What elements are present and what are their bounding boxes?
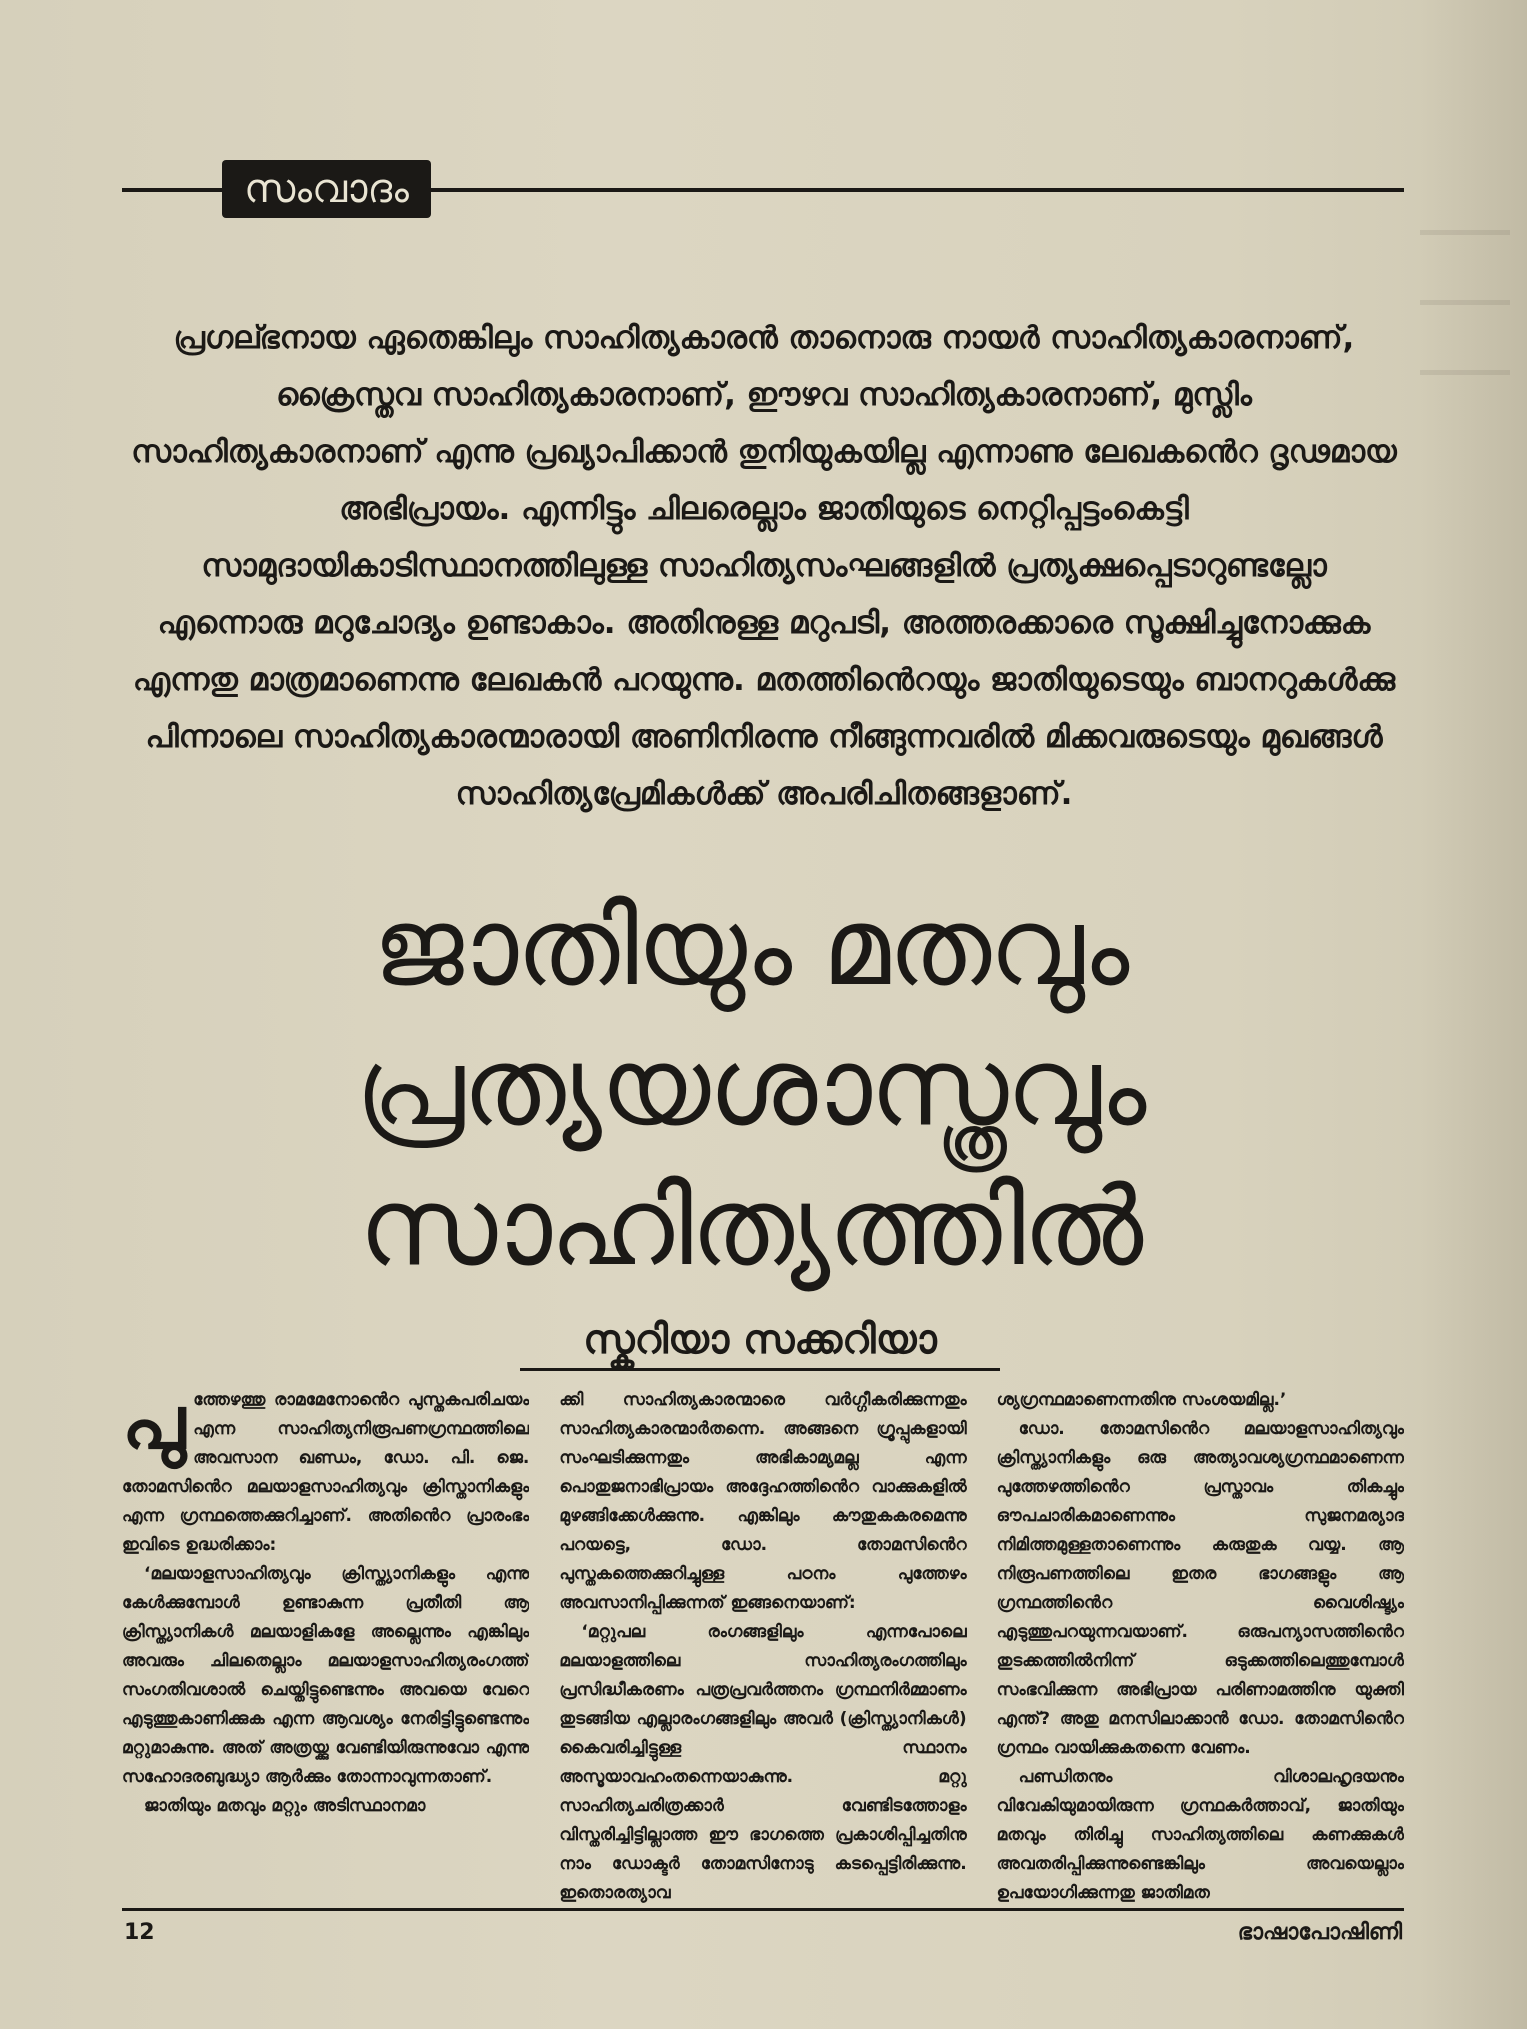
paragraph: ഡോ. തോമസിൻെറ മലയാളസാഹിത്യവും ക്രിസ്ത്യാനികളും ഒരു അത്യാവശ്യഗ്രന്ഥമാണെന്ന പുത്തേഴത്തിൻെറ പ്രസ്താവം തികച്ചും ഔപചാരികമാണെന്നും സുജനമര്യാദ നിമിത്തമുള്ളതാണെന്നും കരുതുക വയ്യ. ആ നിരൂപണത്തിലെ ഇതര ഭാഗങ്ങളും ആ ഗ്രന്ഥത്തിൻെറ വൈശിഷ്ട്യം എടുത്തുപറയുന്നവയാണ്. ഒരുപന്യാസത്തിൻെറ തുടക്കത്തിൽനിന്ന് ഒടുക്കത്തിലെത്തുമ്പോൾ സംഭവിക്കുന്ന അഭിപ്രായ പരിണാമത്തിനു യുക്തി എന്ത്? അതു മനസിലാക്കാൻ ഡോ. തോമസിൻെറ ഗ്രന്ഥം വായിക്കുകതന്നെ വേണം.	[996, 1419, 1404, 1758]
paragraph: പുത്തേഴത്തു രാമമേനോൻെറ പുസ്തകപരിചയം എന്ന സാഹിത്യനിരൂപണഗ്രന്ഥത്തിലെ അവസാന ഖണ്ഡം, ഡോ. പി. ജെ. തോമസിൻെറ മലയാളസാഹിത്യവും ക്രിസ്താനികളും എന്ന ഗ്രന്ഥത്തെക്കുറിച്ചാണ്. അതിൻെറ പ്രാരംഭം ഇവിടെ ഉദ്ധരിക്കാം:	[122, 1386, 530, 1555]
title-line-3: സാഹിത്യത്തിൽ	[358, 1165, 1142, 1290]
column-2	[559, 1386, 966, 1906]
bleed-through	[1420, 230, 1510, 235]
column-1	[122, 1386, 529, 1906]
paragraph: ‘മലയാളസാഹിത്യവും ക്രിസ്ത്യാനികളും എന്നു കേൾക്കുമ്പോൾ ഉണ്ടാകുന്ന പ്രതീതി ആ ക്രിസ്ത്യാനികൾ മലയാളികളേ അല്ലെന്നും എങ്കിലും അവരും ചിലതെല്ലാം മലയാളസാഹിത്യരംഗത്ത് സംഗതിവശാൽ ചെയ്തിട്ടുണ്ടെന്നും അവയെ വേറെ എടുത്തുകാണിക്കുക എന്ന ആവശ്യം നേരിട്ടിട്ടുണ്ടെന്നും മറ്റുമാകുന്നു. അത് അത്രയ്ക്കു വേണ്ടിയിരുന്നുവോ എന്നു സഹോദരബുദ്ധ്യാ ആർക്കും തോന്നാവുന്നതാണ്.	[122, 1564, 530, 1787]
column-3	[997, 1386, 1404, 1906]
article-body	[122, 1386, 1404, 1906]
article-title	[150, 878, 1350, 1298]
drop-cap: പു	[122, 1386, 186, 1466]
author-byline: സ്കറിയാ സക്കറിയാ	[520, 1312, 1000, 1371]
title-line-2: പ്രത്യയശാസ്ത്രവും	[355, 1025, 1145, 1150]
page-number: 12	[124, 1920, 155, 1945]
paragraph: ശ്യഗ്രന്ഥമാണെന്നതിനു സംശയമില്ല.’	[996, 1390, 1287, 1410]
magazine-name: ഭാഷാപോഷിണി	[1237, 1920, 1402, 1945]
paragraph: ‘മറ്റുപല രംഗങ്ങളിലും എന്നപോലെ മലയാളത്തിലെ സാഹിത്യരംഗത്തിലും പ്രസിദ്ധീകരണം പത്രപ്രവർത്തനം ഗ്രന്ഥനിർമ്മാണം തുടങ്ങിയ എല്ലാരംഗങ്ങളിലും അവർ (ക്രിസ്ത്യാനികൾ) കൈവരിച്ചിട്ടുള്ള സ്ഥാനം അസൂയാവഹംതന്നെയാകുന്നു. മറ്റു സാഹിത്യചരിത്രക്കാർ വേണ്ടിടത്തോളം വിസ്തരിച്ചിട്ടില്ലാത്ത ഈ ഭാഗത്തെ പ്രകാശിപ്പിച്ചതിനു നാം ഡോക്ടർ തോമസിനോടു കടപ്പെട്ടിരിക്കുന്നു. ഇതൊരത്യാവ	[559, 1622, 967, 1903]
bleed-through	[1420, 300, 1510, 305]
section-tag: സംവാദം	[222, 160, 431, 218]
footer-rule	[122, 1908, 1404, 1911]
paragraph: ജാതിയും മതവും മറ്റും അടിസ്ഥാനമാ	[144, 1796, 426, 1816]
paragraph: ക്കി സാഹിത്യകാരന്മാരെ വർഗ്ഗീകരിക്കുന്നതും സാഹിത്യകാരന്മാർതന്നെ. അങ്ങനെ ഗ്രൂപ്പുകളായി സംഘടിക്കുന്നതും അഭികാമ്യമല്ല എന്ന പൊതുജനാഭിപ്രായം അദ്ദേഹത്തിൻെറ വാക്കുകളിൽ മുഴങ്ങിക്കേൾക്കുന്നു. എങ്കിലും കൗതുകകരമെന്നു പറയട്ടെ, ഡോ. തോമസിൻെറ പുസ്തകത്തെക്കുറിച്ചുള്ള പഠനം പുത്തേഴം അവസാനിപ്പിക്കുന്നത് ഇങ്ങനെയാണ്:	[559, 1390, 967, 1613]
title-line-1: ജാതിയും മതവും	[372, 885, 1128, 1010]
paragraph: പണ്ഡിതനും വിശാലഹൃദയനും വിവേകിയുമായിരുന്ന ഗ്രന്ഥകർത്താവ്, ജാതിയും മതവും തിരിച്ചു സാഹിത്യത്തിലെ കണക്കുകൾ അവതരിപ്പിക്കുന്നുണ്ടെങ്കിലും അവയെല്ലാം ഉപയോഗിക്കുന്നതു ജാതിമത	[996, 1767, 1404, 1903]
bleed-through	[1420, 370, 1510, 375]
section-header	[122, 160, 1404, 220]
intro-paragraph: പ്രഗല്ഭനായ ഏതെങ്കിലും സാഹിത്യകാരൻ താനൊരു നായർ സാഹിത്യകാരനാണ്, ക്രൈസ്തവ സാഹിത്യകാരനാണ്, ഈഴവ സാഹിത്യകാരനാണ്, മുസ്ലിം സാഹിത്യകാരനാണ് എന്നു പ്രഖ്യാപിക്കാൻ തുനിയുകയില്ല എന്നാണു ലേഖകൻെറ ദൃഢമായ അഭിപ്രായം. എന്നിട്ടും ചിലരെല്ലാം ജാതിയുടെ നെറ്റിപ്പട്ടംകെട്ടി സാമുദായികാടിസ്ഥാനത്തിലുള്ള സാഹിത്യസംഘങ്ങളിൽ പ്രത്യക്ഷപ്പെടാറുണ്ടല്ലോ എന്നൊരു മറുചോദ്യം ഉണ്ടാകാം. അതിനുള്ള മറുപടി, അത്തരക്കാരെ സൂക്ഷിച്ചുനോക്കുക എന്നതു മാത്രമാണെന്നു ലേഖകൻ പറയുന്നു. മതത്തിൻെറയും ജാതിയുടെയും ബാനറുകൾക്കു പിന്നാലെ സാഹിത്യകാരന്മാരായി അണിനിരന്നു നീങ്ങുന്നവരിൽ മിക്കവരുടെയും മുഖങ്ങൾ സാഹിത്യപ്രേമികൾക്ക് അപരിചിതങ്ങളാണ്.	[131, 320, 1397, 812]
